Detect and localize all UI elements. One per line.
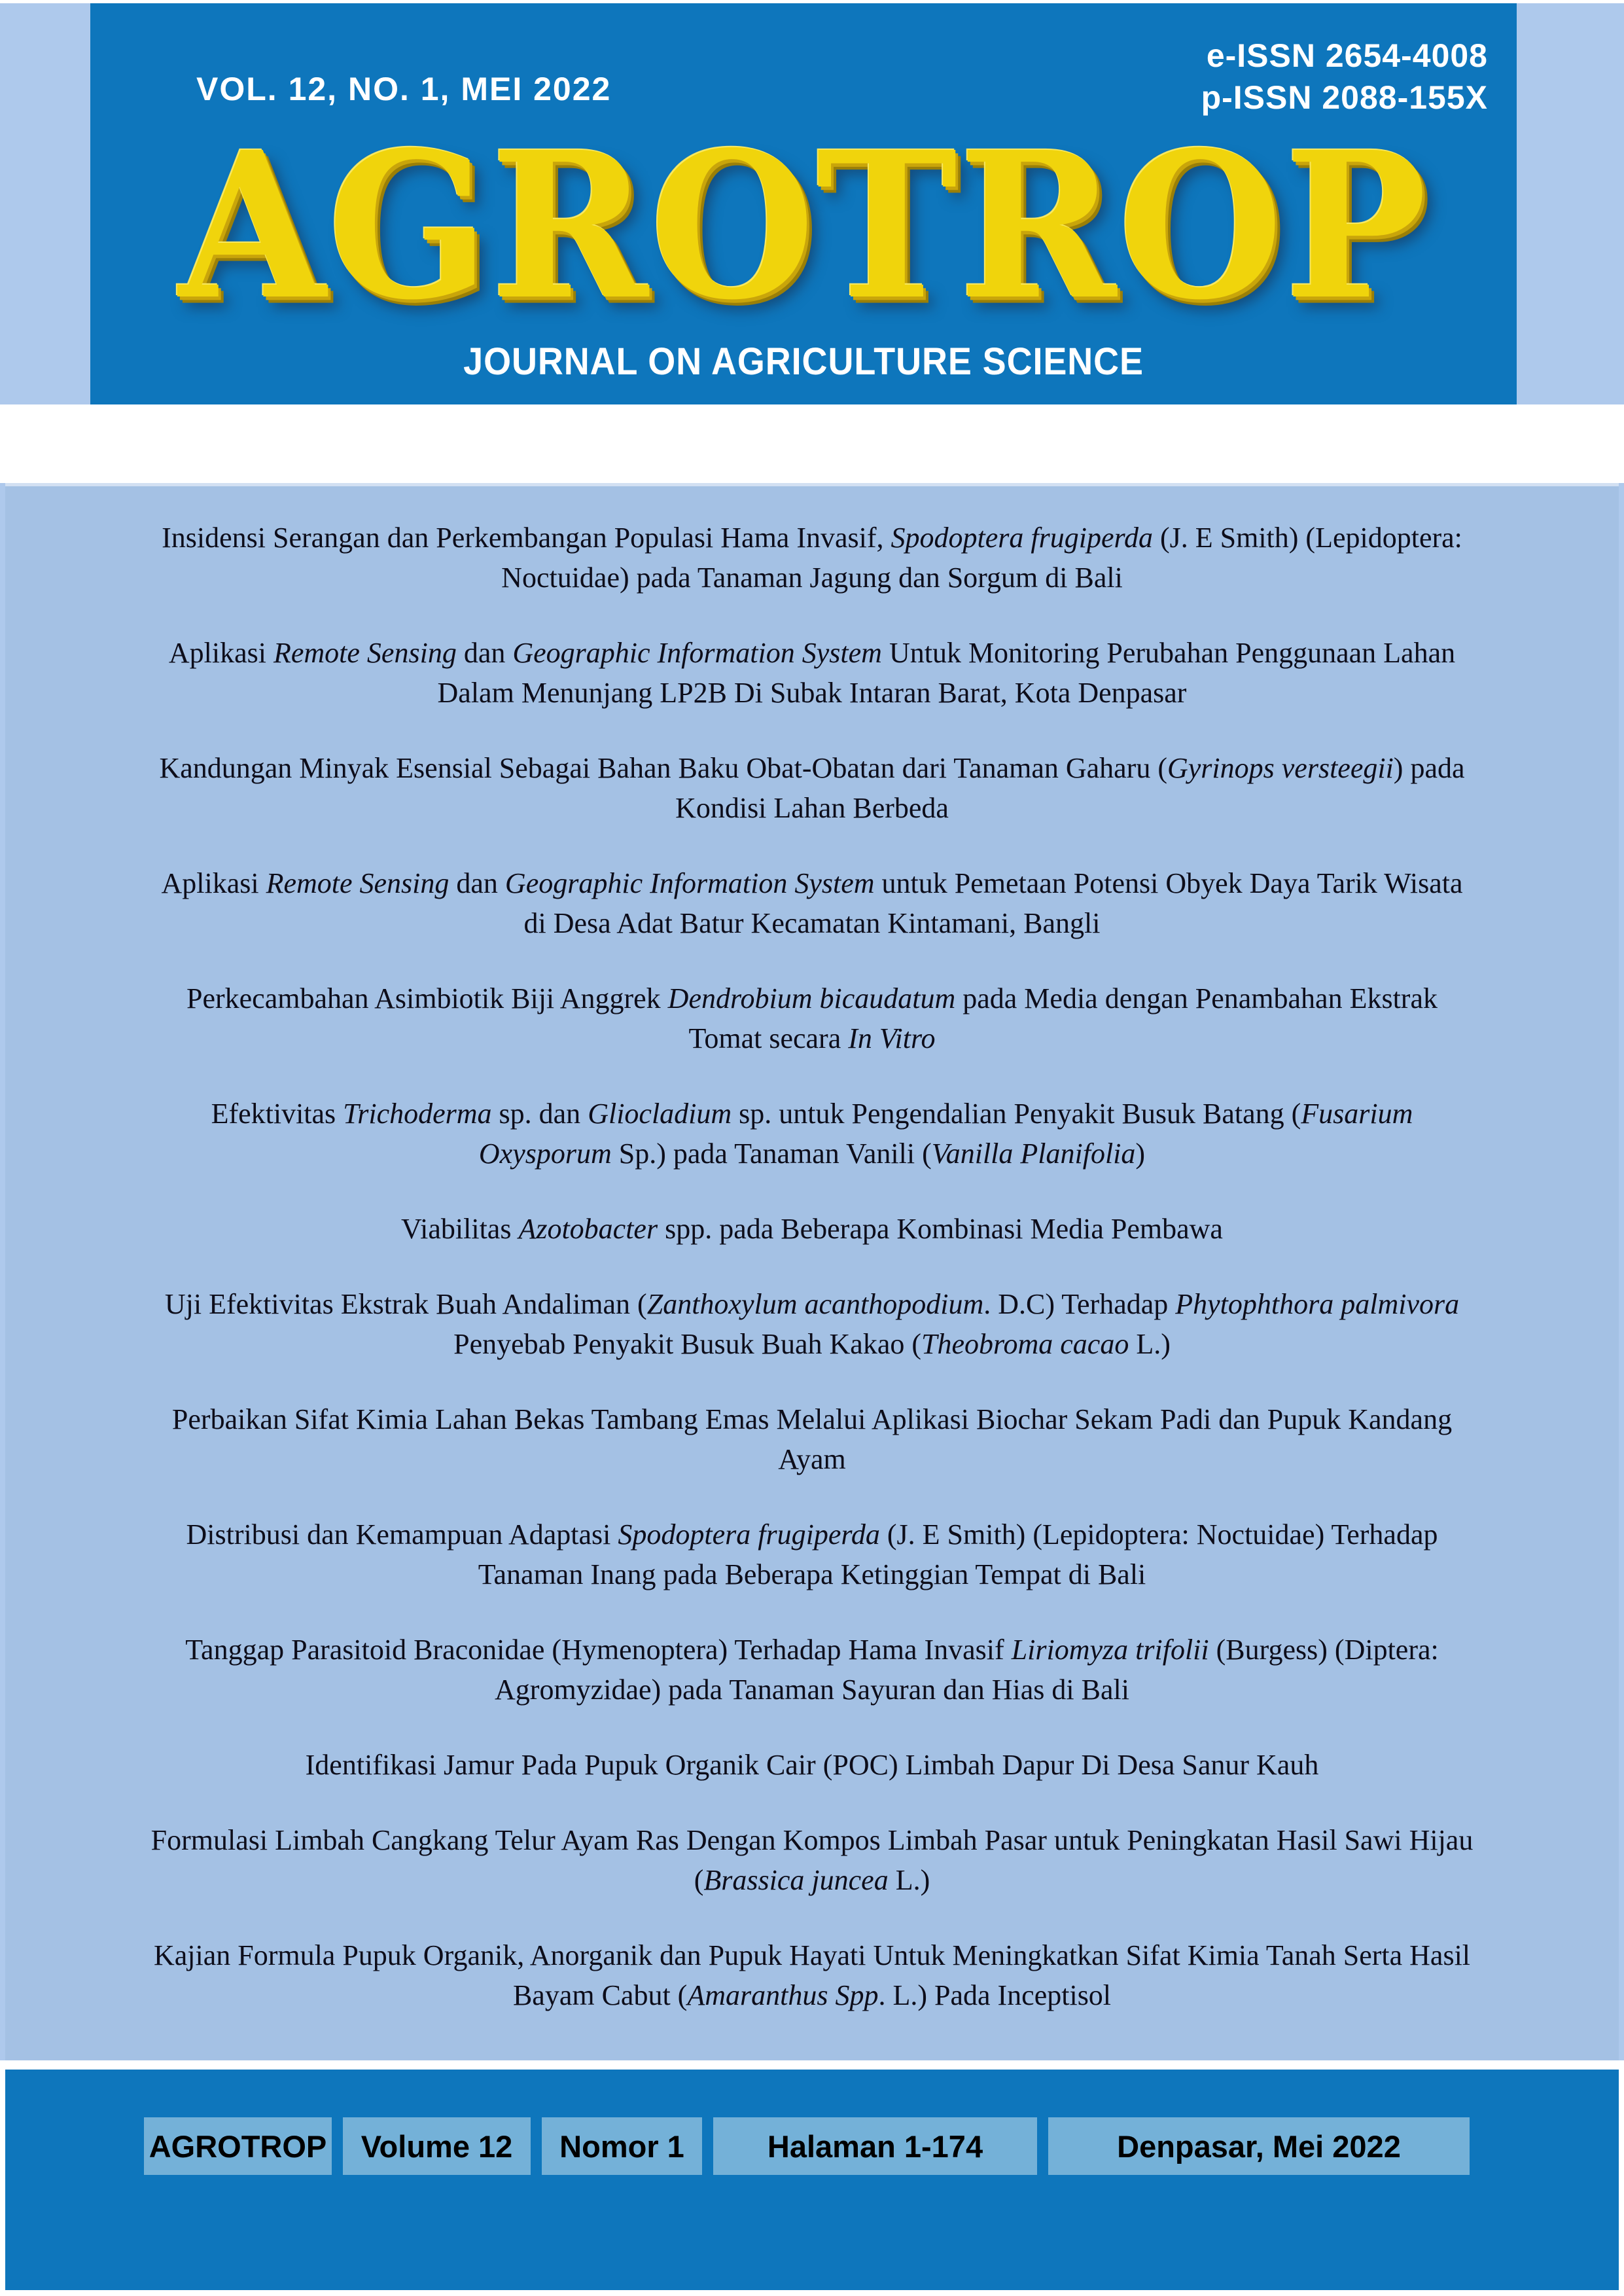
article-title-italic-term: Remote Sensing [266, 867, 450, 899]
article-title-italic-term: Spodoptera frugiperda [618, 1518, 880, 1551]
article-title-italic-term: Vanilla Planifolia [931, 1138, 1136, 1170]
article-title-text: Perkecambahan Asimbiotik Biji Anggrek [186, 982, 668, 1014]
e-issn: e-ISSN 2654-4008 [1206, 37, 1488, 74]
article-title-text: L.) [888, 1864, 930, 1896]
header-separator-band [0, 404, 1624, 483]
article-title [148, 633, 1476, 713]
article-title-text: spp. pada Beberapa Kombinasi Media Pembawa [658, 1213, 1223, 1245]
article-title-text: ) [1135, 1138, 1146, 1170]
p-issn: p-ISSN 2088-155X [1201, 79, 1488, 116]
article-title [148, 1515, 1476, 1594]
article-title-text: pada Media dengan Penambahan Ekstrak Tomat secara [688, 982, 1438, 1054]
issn-block [1201, 35, 1488, 118]
article-title-text: Sp.) pada Tanaman Vanili ( [611, 1138, 932, 1170]
article-title-italic-term: Amaranthus Spp [687, 1979, 879, 2011]
article-title-text: sp. untuk Pengendalian Penyakit Busuk Batang ( [732, 1098, 1301, 1130]
article-title-italic-term: Azotobacter [518, 1213, 658, 1245]
article-title [148, 863, 1476, 943]
article-title [148, 1630, 1476, 1710]
cover-header [90, 3, 1517, 404]
article-title-text: Aplikasi [161, 867, 266, 899]
article-title-text: ) pada Kondisi Lahan Berbeda [675, 752, 1465, 824]
journal-subtitle [90, 340, 1517, 384]
article-title-text: L.) [1129, 1328, 1171, 1360]
article-title [148, 1820, 1476, 1900]
article-title-text: (Burgess) (Diptera: Agromyzidae) pada Tanaman Sayuran dan Hias di Bali [495, 1634, 1439, 1706]
article-title-text: Tanggap Parasitoid Braconidae (Hymenoptera) Terhadap Hama Invasif [185, 1634, 1012, 1666]
article-title [148, 518, 1476, 598]
article-title-italic-term: Gliocladium [588, 1098, 732, 1130]
article-title-italic-term: Geographic Information System [504, 867, 875, 899]
article-title-italic-term: Phytophthora palmivora [1175, 1288, 1460, 1320]
article-title [148, 1745, 1476, 1785]
article-title [148, 1284, 1476, 1364]
article-title-text: (J. E Smith) (Lepidoptera: Noctuidae) Terhadap Tanaman Inang pada Beberapa Ketinggian Tempat di Bali [478, 1518, 1438, 1590]
article-title-italic-term: Remote Sensing [274, 637, 457, 669]
article-title [148, 1209, 1476, 1249]
article-title-text: Kandungan Minyak Esensial Sebagai Bahan Baku Obat-Obatan dari Tanaman Gaharu ( [159, 752, 1167, 784]
article-title [148, 748, 1476, 828]
article-title-text: Untuk Monitoring Perubahan Penggunaan Lahan Dalam Menunjang LP2B Di Subak Intaran Barat, Kota Denpasar [437, 637, 1456, 709]
article-title-text: Distribusi dan Kemampuan Adaptasi [186, 1518, 618, 1551]
article-title [148, 1935, 1476, 2015]
article-title-text: Viabilitas [401, 1213, 519, 1245]
article-title-text: Aplikasi [168, 637, 274, 669]
article-title-text: Insidensi Serangan dan Perkembangan Populasi Hama Invasif, [162, 522, 891, 554]
article-title-text: (J. E Smith) (Lepidoptera: Noctuidae) pada Tanaman Jagung dan Sorgum di Bali [501, 522, 1462, 594]
footer-cell-place-date: Denpasar, Mei 2022 [1048, 2117, 1470, 2175]
article-title-text: Formulasi Limbah Cangkang Telur Ayam Ras Dengan Kompos Limbah Pasar untuk Peningkatan Hasil Sawi Hijau ( [150, 1824, 1474, 1896]
journal-subtitle-text: JOURNAL ON AGRICULTURE SCIENCE [463, 340, 1144, 383]
footer-cell-volume: Volume 12 [343, 2117, 531, 2175]
table-of-contents-panel [5, 483, 1619, 2060]
article-title-italic-term: Liriomyza trifolii [1011, 1634, 1209, 1666]
article-title-text: untuk Pemetaan Potensi Obyek Daya Tarik Wisata di Desa Adat Batur Kecamatan Kintamani, Bangli [523, 867, 1463, 939]
article-title-text: Uji Efektivitas Ekstrak Buah Andaliman ( [164, 1288, 647, 1320]
journal-logo: AGROTROP [179, 108, 1428, 345]
article-title-italic-term: Gyrinops versteegii [1167, 752, 1394, 784]
article-title-italic-term: Brassica juncea [703, 1864, 889, 1896]
issue-line: VOL. 12, NO. 1, MEI 2022 [196, 71, 612, 107]
footer-cell-number: Nomor 1 [542, 2117, 702, 2175]
article-title-italic-term: Zanthoxylum acanthopodium [646, 1288, 984, 1320]
article-title-italic-term: Geographic Information System [512, 637, 882, 669]
article-title-text: . D.C) Terhadap [983, 1288, 1176, 1320]
article-title-text: Kajian Formula Pupuk Organik, Anorganik dan Pupuk Hayati Untuk Meningkatkan Sifat Kimia Tanah Serta Hasil Bayam Cabut ( [153, 1939, 1471, 2011]
article-title-text: . L.) Pada Inceptisol [878, 1979, 1112, 2011]
article-title-text: dan [456, 637, 513, 669]
article-title-text: Perbaikan Sifat Kimia Lahan Bekas Tambang Emas Melalui Aplikasi Biochar Sekam Padi dan Pupuk Kandang Ayam [171, 1403, 1453, 1475]
article-title-italic-term: Dendrobium bicaudatum [667, 982, 956, 1014]
article-title-text: Identifikasi Jamur Pada Pupuk Organik Cair (POC) Limbah Dapur Di Desa Sanur Kauh [305, 1749, 1319, 1781]
article-title-italic-term: Trichoderma [343, 1098, 492, 1130]
article-title-italic-term: In Vitro [848, 1022, 936, 1054]
article-title-text: Efektivitas [211, 1098, 344, 1130]
footer-cell-pages: Halaman 1-174 [713, 2117, 1037, 2175]
footer-info-row [144, 2117, 1470, 2175]
article-title-text: Penyebab Penyakit Busuk Buah Kakao ( [453, 1328, 921, 1360]
article-title [148, 978, 1476, 1058]
article-title-italic-term: Theobroma cacao [921, 1328, 1129, 1360]
article-title [148, 1094, 1476, 1174]
article-title [148, 1399, 1476, 1479]
article-title-italic-term: Fusarium Oxysporum [478, 1098, 1413, 1170]
article-title-text: sp. dan [491, 1098, 588, 1130]
footer-cell-journal-name: AGROTROP [144, 2117, 332, 2175]
article-title-italic-term: Spodoptera frugiperda [891, 522, 1153, 554]
article-title-text: dan [449, 867, 505, 899]
article-list [148, 518, 1476, 2015]
cover-footer [5, 2070, 1619, 2290]
